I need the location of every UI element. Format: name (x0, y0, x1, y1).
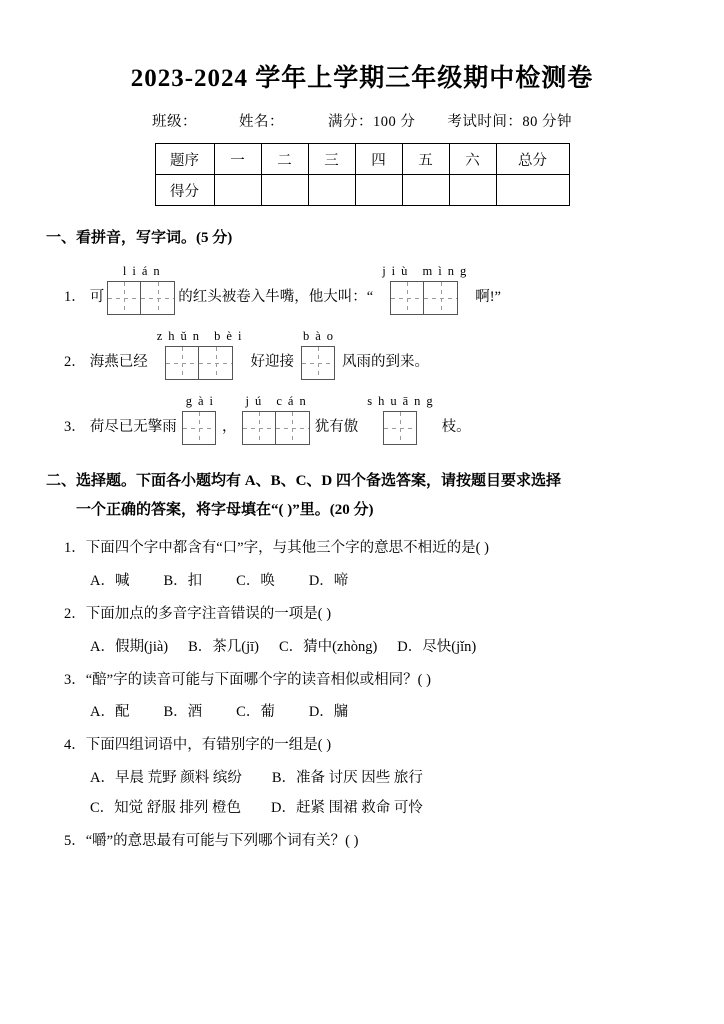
option-b[interactable]: B．准备 讨厌 因些 旅行 (271, 770, 423, 786)
score-blank-cell[interactable] (496, 175, 569, 206)
score-blank-cell[interactable] (261, 175, 308, 206)
question-2-options (46, 635, 678, 656)
class-label: 班级： (152, 114, 197, 130)
score-table-wrap (46, 143, 678, 206)
option-a[interactable]: A．配 (90, 704, 130, 721)
table-row (155, 144, 569, 175)
question-1 (46, 538, 678, 560)
question-number: 2． (64, 605, 86, 622)
score-blank-cell[interactable] (449, 175, 496, 206)
score-row-label: 得分 (155, 175, 214, 206)
section-2-heading-line2: 一个正确的答案，将字母填在“( )”里。(20 分) (76, 501, 374, 518)
section-2-heading (46, 467, 678, 524)
score-header-cell: 五 (402, 144, 449, 175)
question-5 (46, 831, 678, 853)
option-a[interactable]: A．喊 (90, 572, 130, 589)
tianzige-boxes[interactable] (107, 281, 175, 315)
item-number: 3． (64, 419, 86, 435)
question-4 (46, 735, 678, 757)
option-b[interactable]: B．茶几(jī) (188, 638, 260, 655)
question-number: 4． (64, 737, 86, 754)
pinyin-label: jú cán (245, 394, 312, 408)
item-text: 犹有傲 (314, 419, 359, 435)
question-number: 1． (64, 540, 86, 556)
pinyin-label: gài (185, 394, 220, 408)
exam-info-line (46, 110, 678, 131)
question-stem: 下面四个字中都含有“口”字，与其他三个字的意思不相近的是( ) (85, 540, 489, 556)
pinyin-box-group[interactable] (180, 394, 219, 445)
page-title: 2023-2024 学年上学期三年级期中检测卷 (130, 65, 594, 92)
item-text: 好迎接 (250, 354, 294, 370)
question-2 (46, 604, 678, 626)
tianzige-cell[interactable] (199, 346, 233, 380)
option-b[interactable]: B．酒 (163, 704, 203, 721)
score-header-cell: 六 (449, 144, 496, 175)
tianzige-boxes[interactable] (165, 346, 233, 380)
question-number: 5． (64, 833, 86, 849)
tianzige-boxes[interactable] (242, 411, 310, 445)
question-stem: 下面四组词语中，有错别字的一组是( ) (85, 737, 332, 754)
pinyin-box-group[interactable] (376, 264, 472, 315)
tianzige-cell[interactable] (165, 346, 199, 380)
score-blank-cell[interactable] (402, 175, 449, 206)
question-stem: “醅”字的读音可能与下面哪个字的读音相似或相同？( ) (85, 671, 431, 688)
question-3-options (46, 700, 678, 721)
question-3 (46, 670, 678, 692)
question-1-options (46, 569, 678, 590)
item-text: 的红头被卷入牛嘴，他大叫：“ (178, 289, 374, 305)
pinyin-label: jiù mìng (382, 264, 473, 278)
pinyin-box-group[interactable] (151, 329, 248, 380)
item-number: 1． (64, 289, 86, 305)
tianzige-boxes[interactable] (390, 281, 458, 315)
score-table (155, 143, 570, 206)
exam-time-label: 考试时间：80 分钟 (447, 114, 572, 130)
item-number: 2． (64, 354, 86, 370)
question-4-options-line2 (46, 796, 678, 817)
question-stem: “嚼”的意思最有可能与下列哪个词有关？( ) (85, 833, 359, 849)
pinyin-box-group[interactable] (297, 329, 339, 380)
name-label: 姓名： (239, 114, 284, 130)
item-text: 海燕已经 (89, 354, 148, 370)
pinyin-label: zhǔn bèi (156, 329, 248, 343)
item-text: 枝。 (441, 419, 471, 435)
tianzige-cell[interactable] (424, 281, 458, 315)
score-blank-cell[interactable] (355, 175, 402, 206)
pinyin-label: shuāng (367, 394, 439, 408)
tianzige-cell[interactable] (141, 281, 175, 315)
option-a[interactable]: A．早晨 荒野 颜料 缤纷 (90, 770, 242, 786)
tianzige-cell[interactable] (242, 411, 276, 445)
item-text: ， (222, 419, 237, 435)
item-text: 荷尽已无擎雨 (89, 419, 177, 435)
question-stem: 下面加点的多音字注音错误的一项是( ) (85, 605, 332, 622)
score-blank-cell[interactable] (214, 175, 261, 206)
score-header-cell: 一 (214, 144, 261, 175)
pinyin-item-2 (46, 329, 678, 380)
question-number: 3． (64, 671, 86, 688)
section-2-heading-line1: 二、选择题。下面各小题均有 A、B、C、D 四个备选答案，请按题目要求选择 (46, 473, 562, 489)
score-header-cell: 二 (261, 144, 308, 175)
item-text: 啊!” (475, 289, 501, 305)
option-c[interactable]: C．葡 (236, 704, 275, 721)
item-text: 风雨的到来。 (342, 354, 430, 370)
tianzige-boxes[interactable] (182, 411, 216, 445)
tianzige-cell[interactable] (107, 281, 141, 315)
option-d[interactable]: D．啼 (308, 572, 349, 589)
option-c[interactable]: C．猜中(zhòng) (279, 638, 378, 655)
option-c[interactable]: C．知觉 舒服 排列 橙色 (90, 800, 242, 816)
option-c[interactable]: C．唤 (236, 572, 275, 589)
pinyin-box-group[interactable] (361, 394, 438, 445)
pinyin-item-1 (46, 264, 678, 315)
pinyin-label: lián (122, 264, 166, 278)
option-a[interactable]: A．假期(jià) (90, 638, 169, 655)
tianzige-cell[interactable] (276, 411, 310, 445)
pinyin-item-3 (46, 394, 678, 445)
tianzige-boxes[interactable] (383, 411, 417, 445)
tianzige-cell[interactable] (301, 346, 335, 380)
option-d[interactable]: D．尽快(jǐn) (397, 638, 477, 655)
full-marks-label: 满分：100 分 (328, 114, 416, 130)
tianzige-cell[interactable] (383, 411, 417, 445)
option-d[interactable]: D．牖 (308, 704, 349, 721)
tianzige-cell[interactable] (182, 411, 216, 445)
score-blank-cell[interactable] (308, 175, 355, 206)
pinyin-box-group[interactable] (240, 394, 312, 445)
score-header-cell: 四 (355, 144, 402, 175)
tianzige-cell[interactable] (390, 281, 424, 315)
question-4-options-line1 (46, 766, 678, 787)
score-header-cell: 总分 (496, 144, 569, 175)
score-header-cell: 三 (308, 144, 355, 175)
tianzige-boxes[interactable] (301, 346, 335, 380)
table-row (155, 175, 569, 206)
score-header-cell: 题序 (155, 144, 214, 175)
option-b[interactable]: B．扣 (163, 572, 203, 589)
section-1-heading: 一、看拼音，写字词。(5 分) (46, 230, 233, 246)
item-text: 可 (89, 289, 105, 305)
pinyin-box-group[interactable] (107, 264, 175, 315)
option-d[interactable]: D．赶紧 围裙 救命 可怜 (271, 800, 423, 816)
pinyin-label: bào (302, 329, 340, 343)
